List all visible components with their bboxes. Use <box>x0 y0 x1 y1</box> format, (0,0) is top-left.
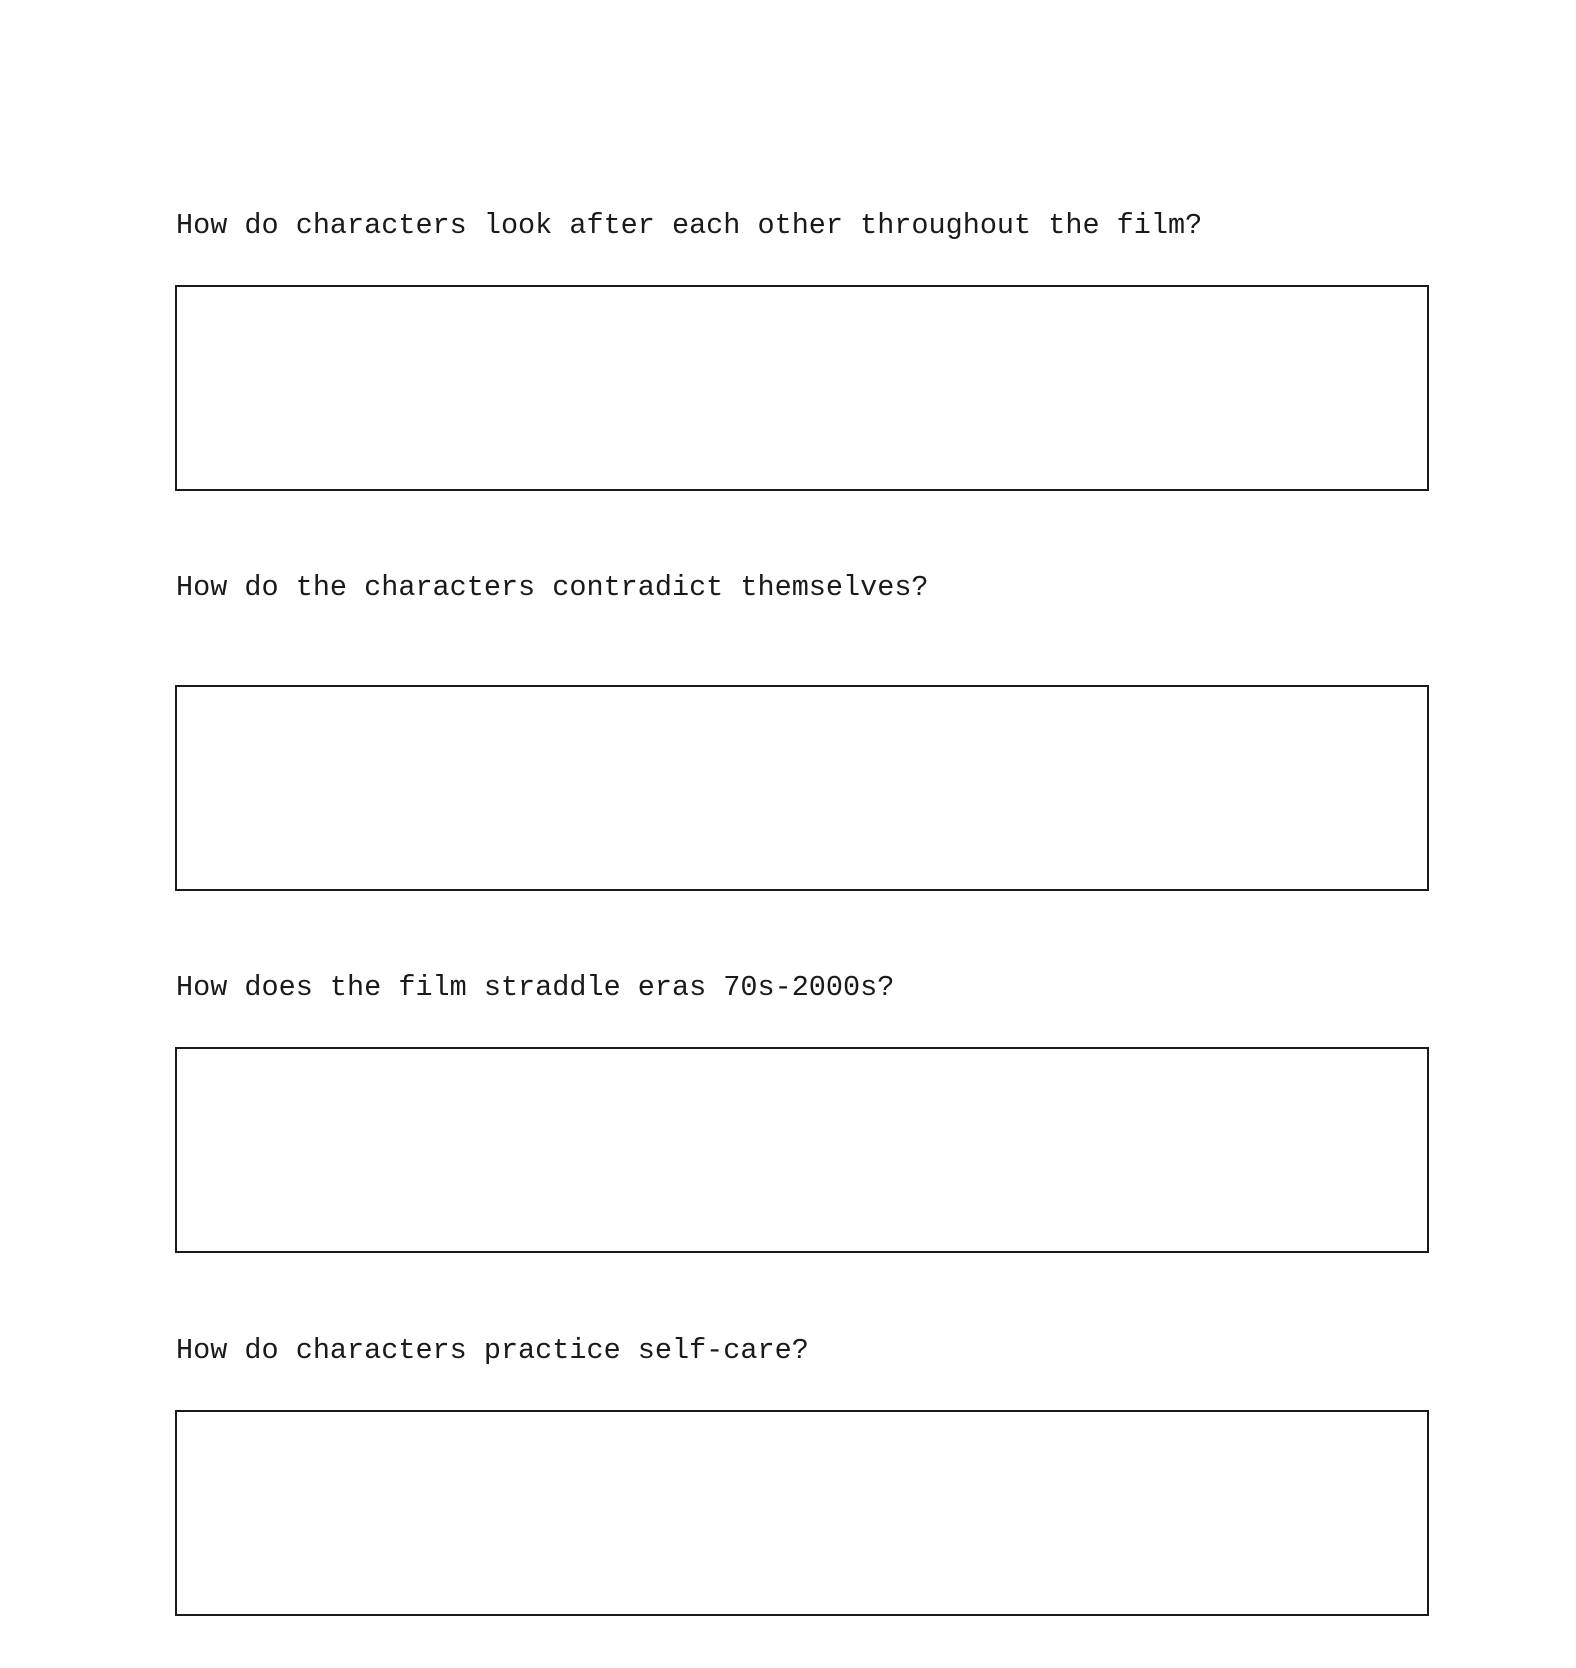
question-look-after-each-other: How do characters look after each other throughout the film? <box>176 209 1203 242</box>
answer-box-self-care[interactable] <box>175 1410 1429 1616</box>
question-self-care: How do characters practice self-care? <box>176 1334 809 1367</box>
answer-box-look-after-each-other[interactable] <box>175 285 1429 491</box>
answer-box-straddle-eras[interactable] <box>175 1047 1429 1253</box>
question-contradict-themselves: How do the characters contradict themselves? <box>176 571 929 604</box>
question-straddle-eras: How does the film straddle eras 70s-2000s? <box>176 971 895 1004</box>
answer-box-contradict-themselves[interactable] <box>175 685 1429 891</box>
